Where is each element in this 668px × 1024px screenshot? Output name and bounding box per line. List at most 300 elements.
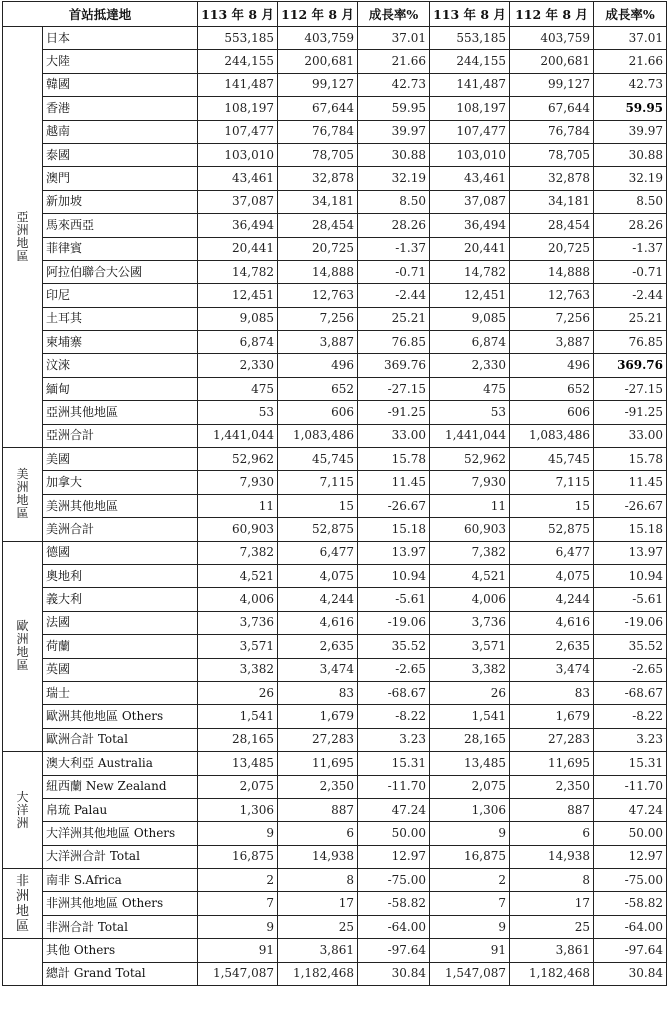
- value-112-aug: 1,083,486: [278, 424, 358, 447]
- table-row: [3, 681, 667, 704]
- table-row: [3, 424, 667, 447]
- value-112-aug-cumulative: 7,115: [510, 471, 594, 494]
- value-112-aug-cumulative: 1,083,486: [510, 424, 594, 447]
- value-113-aug: 3,736: [198, 611, 278, 634]
- growth-rate-cumulative: -8.22: [594, 705, 667, 728]
- value-112-aug-cumulative: 1,679: [510, 705, 594, 728]
- table-row: [3, 190, 667, 213]
- value-113-aug-cumulative: 107,477: [430, 120, 510, 143]
- growth-rate: -97.64: [358, 939, 430, 962]
- table-row: [3, 705, 667, 728]
- header-row: [3, 2, 667, 27]
- region-label: [3, 752, 43, 869]
- value-113-aug: 7,382: [198, 541, 278, 564]
- value-112-aug: 99,127: [278, 73, 358, 96]
- table-row: [3, 962, 667, 985]
- value-113-aug-cumulative: 553,185: [430, 27, 510, 50]
- value-112-aug-cumulative: 2,635: [510, 635, 594, 658]
- value-113-aug: 4,006: [198, 588, 278, 611]
- destination-cell: 其他 Others: [43, 939, 198, 962]
- value-112-aug-cumulative: 78,705: [510, 143, 594, 166]
- value-112-aug-cumulative: 11,695: [510, 752, 594, 775]
- growth-rate: 30.88: [358, 143, 430, 166]
- table-row: [3, 331, 667, 354]
- growth-rate-cumulative: 369.76: [594, 354, 667, 377]
- value-112-aug-cumulative: 34,181: [510, 190, 594, 213]
- value-113-aug-cumulative: 11: [430, 494, 510, 517]
- growth-rate: 28.26: [358, 214, 430, 237]
- destination-cell: 非洲其他地區 Others: [43, 892, 198, 915]
- growth-rate: 33.00: [358, 424, 430, 447]
- table-row: [3, 752, 667, 775]
- value-112-aug-cumulative: 496: [510, 354, 594, 377]
- value-112-aug-cumulative: 83: [510, 681, 594, 704]
- value-113-aug-cumulative: 7,382: [430, 541, 510, 564]
- header-growth-rate-cumulative: 成長率%: [594, 2, 667, 27]
- value-112-aug: 3,887: [278, 331, 358, 354]
- value-113-aug-cumulative: 7,930: [430, 471, 510, 494]
- destination-cell: 美洲合計: [43, 518, 198, 541]
- growth-rate-cumulative: 30.84: [594, 962, 667, 985]
- value-113-aug-cumulative: 1,541: [430, 705, 510, 728]
- value-113-aug-cumulative: 52,962: [430, 448, 510, 471]
- value-112-aug-cumulative: 28,454: [510, 214, 594, 237]
- value-113-aug-cumulative: 141,487: [430, 73, 510, 96]
- growth-rate: 15.31: [358, 752, 430, 775]
- value-112-aug-cumulative: 4,616: [510, 611, 594, 634]
- header-aug-113: 113 年 8 月: [198, 2, 278, 27]
- growth-rate: 15.78: [358, 448, 430, 471]
- table-row: [3, 284, 667, 307]
- destination-cell: 日本: [43, 27, 198, 50]
- value-112-aug-cumulative: 8: [510, 869, 594, 892]
- growth-rate: 25.21: [358, 307, 430, 330]
- value-113-aug-cumulative: 244,155: [430, 50, 510, 73]
- destination-cell: 大洋洲合計 Total: [43, 845, 198, 868]
- value-112-aug: 83: [278, 681, 358, 704]
- destination-cell: 奧地利: [43, 564, 198, 587]
- value-113-aug: 141,487: [198, 73, 278, 96]
- growth-rate-cumulative: 3.23: [594, 728, 667, 751]
- value-113-aug-cumulative: 43,461: [430, 167, 510, 190]
- value-113-aug: 4,521: [198, 564, 278, 587]
- table-row: [3, 845, 667, 868]
- value-113-aug-cumulative: 28,165: [430, 728, 510, 751]
- value-112-aug-cumulative: 25: [510, 915, 594, 938]
- table-row: [3, 541, 667, 564]
- growth-rate: -68.67: [358, 681, 430, 704]
- value-113-aug-cumulative: 4,521: [430, 564, 510, 587]
- growth-rate-cumulative: -58.82: [594, 892, 667, 915]
- growth-rate: 50.00: [358, 822, 430, 845]
- value-113-aug-cumulative: 16,875: [430, 845, 510, 868]
- table-row: [3, 354, 667, 377]
- table-row: [3, 798, 667, 821]
- destination-cell: 澳門: [43, 167, 198, 190]
- value-113-aug: 36,494: [198, 214, 278, 237]
- table-row: [3, 939, 667, 962]
- header-destination: 首站抵達地: [3, 2, 198, 27]
- growth-rate: 37.01: [358, 27, 430, 50]
- value-112-aug-cumulative: 2,350: [510, 775, 594, 798]
- table-row: [3, 120, 667, 143]
- value-112-aug-cumulative: 27,283: [510, 728, 594, 751]
- header-aug-112: 112 年 8 月: [278, 2, 358, 27]
- value-113-aug-cumulative: 103,010: [430, 143, 510, 166]
- table-body: [3, 27, 667, 986]
- table-row: [3, 775, 667, 798]
- value-113-aug-cumulative: 2,330: [430, 354, 510, 377]
- value-113-aug: 2,075: [198, 775, 278, 798]
- value-112-aug-cumulative: 99,127: [510, 73, 594, 96]
- growth-rate: -64.00: [358, 915, 430, 938]
- growth-rate: -1.37: [358, 237, 430, 260]
- growth-rate-cumulative: -91.25: [594, 401, 667, 424]
- destination-cell: 大陸: [43, 50, 198, 73]
- value-113-aug: 6,874: [198, 331, 278, 354]
- destination-cell: 法國: [43, 611, 198, 634]
- destination-cell: 緬甸: [43, 377, 198, 400]
- value-113-aug: 9,085: [198, 307, 278, 330]
- value-113-aug: 103,010: [198, 143, 278, 166]
- value-112-aug: 887: [278, 798, 358, 821]
- growth-rate-cumulative: 42.73: [594, 73, 667, 96]
- header-growth-rate: 成長率%: [358, 2, 430, 27]
- value-113-aug: 20,441: [198, 237, 278, 260]
- table-row: [3, 564, 667, 587]
- destination-cell: 義大利: [43, 588, 198, 611]
- table-row: [3, 73, 667, 96]
- region-name: 歐洲地區: [16, 619, 29, 673]
- table-row: [3, 728, 667, 751]
- value-112-aug: 8: [278, 869, 358, 892]
- value-112-aug-cumulative: 3,861: [510, 939, 594, 962]
- value-113-aug: 107,477: [198, 120, 278, 143]
- destination-cell: 荷蘭: [43, 635, 198, 658]
- growth-rate-cumulative: -0.71: [594, 260, 667, 283]
- value-112-aug: 2,635: [278, 635, 358, 658]
- destination-cell: 加拿大: [43, 471, 198, 494]
- value-112-aug: 34,181: [278, 190, 358, 213]
- growth-rate-cumulative: 33.00: [594, 424, 667, 447]
- destination-cell: 菲律賓: [43, 237, 198, 260]
- table-row: [3, 892, 667, 915]
- value-112-aug-cumulative: 67,644: [510, 97, 594, 120]
- table-row: [3, 869, 667, 892]
- value-113-aug-cumulative: 1,547,087: [430, 962, 510, 985]
- destination-cell: 柬埔寨: [43, 331, 198, 354]
- value-113-aug: 91: [198, 939, 278, 962]
- growth-rate: 42.73: [358, 73, 430, 96]
- value-112-aug: 32,878: [278, 167, 358, 190]
- value-112-aug: 200,681: [278, 50, 358, 73]
- value-112-aug: 6: [278, 822, 358, 845]
- destination-cell: 歐洲其他地區 Others: [43, 705, 198, 728]
- table-row: [3, 611, 667, 634]
- value-112-aug: 25: [278, 915, 358, 938]
- destination-cell: 帛琉 Palau: [43, 798, 198, 821]
- region-name: 大洋洲: [16, 789, 29, 830]
- value-113-aug-cumulative: 36,494: [430, 214, 510, 237]
- growth-rate-cumulative: 59.95: [594, 97, 667, 120]
- region-label: [3, 939, 43, 986]
- value-113-aug-cumulative: 9,085: [430, 307, 510, 330]
- table-row: [3, 143, 667, 166]
- value-112-aug-cumulative: 6: [510, 822, 594, 845]
- destination-cell: 德國: [43, 541, 198, 564]
- value-113-aug-cumulative: 2,075: [430, 775, 510, 798]
- value-112-aug-cumulative: 606: [510, 401, 594, 424]
- region-name: 美洲地區: [16, 467, 29, 521]
- growth-rate-cumulative: -19.06: [594, 611, 667, 634]
- growth-rate: -27.15: [358, 377, 430, 400]
- table-row: [3, 401, 667, 424]
- growth-rate: 32.19: [358, 167, 430, 190]
- growth-rate-cumulative: -1.37: [594, 237, 667, 260]
- value-113-aug: 28,165: [198, 728, 278, 751]
- value-112-aug: 76,784: [278, 120, 358, 143]
- growth-rate: -2.44: [358, 284, 430, 307]
- destination-cell: 紐西蘭 New Zealand: [43, 775, 198, 798]
- growth-rate: 3.23: [358, 728, 430, 751]
- value-113-aug: 52,962: [198, 448, 278, 471]
- value-113-aug-cumulative: 3,382: [430, 658, 510, 681]
- table-row: [3, 214, 667, 237]
- value-112-aug: 12,763: [278, 284, 358, 307]
- value-112-aug-cumulative: 14,938: [510, 845, 594, 868]
- destination-cell: 美國: [43, 448, 198, 471]
- destination-cell: 亞洲其他地區: [43, 401, 198, 424]
- value-112-aug-cumulative: 20,725: [510, 237, 594, 260]
- value-113-aug: 1,306: [198, 798, 278, 821]
- destination-cell: 英國: [43, 658, 198, 681]
- growth-rate: -8.22: [358, 705, 430, 728]
- value-112-aug-cumulative: 887: [510, 798, 594, 821]
- value-112-aug: 52,875: [278, 518, 358, 541]
- value-113-aug: 53: [198, 401, 278, 424]
- value-112-aug: 15: [278, 494, 358, 517]
- value-113-aug: 3,382: [198, 658, 278, 681]
- growth-rate: -11.70: [358, 775, 430, 798]
- destination-cell: 汶淶: [43, 354, 198, 377]
- value-113-aug: 1,547,087: [198, 962, 278, 985]
- growth-rate-cumulative: 35.52: [594, 635, 667, 658]
- growth-rate-cumulative: 10.94: [594, 564, 667, 587]
- value-112-aug: 20,725: [278, 237, 358, 260]
- value-113-aug: 26: [198, 681, 278, 704]
- growth-rate: -91.25: [358, 401, 430, 424]
- growth-rate: -19.06: [358, 611, 430, 634]
- value-113-aug-cumulative: 26: [430, 681, 510, 704]
- value-113-aug: 12,451: [198, 284, 278, 307]
- value-113-aug: 108,197: [198, 97, 278, 120]
- growth-rate: -58.82: [358, 892, 430, 915]
- growth-rate-cumulative: 13.97: [594, 541, 667, 564]
- table-row: [3, 260, 667, 283]
- value-112-aug: 45,745: [278, 448, 358, 471]
- value-113-aug-cumulative: 9: [430, 915, 510, 938]
- destination-cell: 越南: [43, 120, 198, 143]
- table-row: [3, 658, 667, 681]
- value-112-aug: 28,454: [278, 214, 358, 237]
- value-112-aug: 11,695: [278, 752, 358, 775]
- destination-cell: 馬來西亞: [43, 214, 198, 237]
- table-row: [3, 377, 667, 400]
- value-113-aug-cumulative: 14,782: [430, 260, 510, 283]
- value-112-aug-cumulative: 45,745: [510, 448, 594, 471]
- value-113-aug: 9: [198, 915, 278, 938]
- value-113-aug: 475: [198, 377, 278, 400]
- destination-cell: 瑞士: [43, 681, 198, 704]
- growth-rate-cumulative: -75.00: [594, 869, 667, 892]
- value-112-aug: 27,283: [278, 728, 358, 751]
- growth-rate-cumulative: 32.19: [594, 167, 667, 190]
- value-113-aug-cumulative: 2: [430, 869, 510, 892]
- value-113-aug-cumulative: 4,006: [430, 588, 510, 611]
- destination-cell: 歐洲合計 Total: [43, 728, 198, 751]
- growth-rate: -26.67: [358, 494, 430, 517]
- value-112-aug: 2,350: [278, 775, 358, 798]
- value-113-aug: 3,571: [198, 635, 278, 658]
- table-row: [3, 307, 667, 330]
- value-113-aug-cumulative: 53: [430, 401, 510, 424]
- value-112-aug: 17: [278, 892, 358, 915]
- growth-rate: 369.76: [358, 354, 430, 377]
- value-112-aug-cumulative: 14,888: [510, 260, 594, 283]
- growth-rate-cumulative: -64.00: [594, 915, 667, 938]
- value-113-aug-cumulative: 9: [430, 822, 510, 845]
- value-112-aug: 3,474: [278, 658, 358, 681]
- value-112-aug: 3,861: [278, 939, 358, 962]
- value-113-aug: 11: [198, 494, 278, 517]
- value-112-aug: 403,759: [278, 27, 358, 50]
- departure-statistics-table: [2, 1, 667, 986]
- growth-rate-cumulative: 15.78: [594, 448, 667, 471]
- value-112-aug-cumulative: 52,875: [510, 518, 594, 541]
- region-label: [3, 448, 43, 542]
- value-112-aug: 67,644: [278, 97, 358, 120]
- destination-cell: 南非 S.Africa: [43, 869, 198, 892]
- growth-rate: -2.65: [358, 658, 430, 681]
- table-row: [3, 518, 667, 541]
- growth-rate: 59.95: [358, 97, 430, 120]
- value-113-aug: 9: [198, 822, 278, 845]
- growth-rate: 13.97: [358, 541, 430, 564]
- value-112-aug: 7,256: [278, 307, 358, 330]
- growth-rate-cumulative: 28.26: [594, 214, 667, 237]
- value-112-aug-cumulative: 4,075: [510, 564, 594, 587]
- value-113-aug: 60,903: [198, 518, 278, 541]
- value-113-aug-cumulative: 13,485: [430, 752, 510, 775]
- value-113-aug: 2,330: [198, 354, 278, 377]
- growth-rate-cumulative: 15.31: [594, 752, 667, 775]
- destination-cell: 印尼: [43, 284, 198, 307]
- growth-rate-cumulative: 15.18: [594, 518, 667, 541]
- growth-rate-cumulative: -11.70: [594, 775, 667, 798]
- value-112-aug-cumulative: 3,887: [510, 331, 594, 354]
- table-row: [3, 237, 667, 260]
- destination-cell: 總計 Grand Total: [43, 962, 198, 985]
- growth-rate: 21.66: [358, 50, 430, 73]
- value-112-aug: 652: [278, 377, 358, 400]
- header-aug-112-cumulative: 112 年 8 月: [510, 2, 594, 27]
- value-113-aug-cumulative: 91: [430, 939, 510, 962]
- growth-rate-cumulative: 37.01: [594, 27, 667, 50]
- table-row: [3, 822, 667, 845]
- growth-rate: -5.61: [358, 588, 430, 611]
- value-112-aug: 1,679: [278, 705, 358, 728]
- value-113-aug-cumulative: 37,087: [430, 190, 510, 213]
- value-113-aug-cumulative: 475: [430, 377, 510, 400]
- value-113-aug-cumulative: 1,441,044: [430, 424, 510, 447]
- destination-cell: 土耳其: [43, 307, 198, 330]
- table-row: [3, 915, 667, 938]
- value-113-aug: 2: [198, 869, 278, 892]
- value-113-aug-cumulative: 60,903: [430, 518, 510, 541]
- value-113-aug: 13,485: [198, 752, 278, 775]
- value-113-aug: 7: [198, 892, 278, 915]
- value-112-aug: 496: [278, 354, 358, 377]
- table-row: [3, 27, 667, 50]
- growth-rate-cumulative: 76.85: [594, 331, 667, 354]
- destination-cell: 非洲合計 Total: [43, 915, 198, 938]
- value-112-aug-cumulative: 1,182,468: [510, 962, 594, 985]
- value-112-aug-cumulative: 3,474: [510, 658, 594, 681]
- value-112-aug-cumulative: 652: [510, 377, 594, 400]
- growth-rate: 10.94: [358, 564, 430, 587]
- value-113-aug: 1,541: [198, 705, 278, 728]
- value-113-aug: 244,155: [198, 50, 278, 73]
- value-113-aug: 553,185: [198, 27, 278, 50]
- table-row: [3, 494, 667, 517]
- growth-rate: 11.45: [358, 471, 430, 494]
- value-112-aug-cumulative: 6,477: [510, 541, 594, 564]
- value-112-aug: 1,182,468: [278, 962, 358, 985]
- value-112-aug: 6,477: [278, 541, 358, 564]
- value-113-aug-cumulative: 3,571: [430, 635, 510, 658]
- growth-rate-cumulative: 50.00: [594, 822, 667, 845]
- value-113-aug-cumulative: 7: [430, 892, 510, 915]
- value-112-aug: 4,616: [278, 611, 358, 634]
- growth-rate-cumulative: 25.21: [594, 307, 667, 330]
- growth-rate: 76.85: [358, 331, 430, 354]
- growth-rate-cumulative: 39.97: [594, 120, 667, 143]
- value-113-aug-cumulative: 1,306: [430, 798, 510, 821]
- region-label: [3, 27, 43, 448]
- destination-cell: 韓國: [43, 73, 198, 96]
- growth-rate-cumulative: -5.61: [594, 588, 667, 611]
- value-112-aug-cumulative: 7,256: [510, 307, 594, 330]
- growth-rate-cumulative: -2.44: [594, 284, 667, 307]
- destination-cell: 阿拉伯聯合大公國: [43, 260, 198, 283]
- growth-rate-cumulative: 8.50: [594, 190, 667, 213]
- value-112-aug-cumulative: 17: [510, 892, 594, 915]
- value-112-aug: 606: [278, 401, 358, 424]
- destination-cell: 香港: [43, 97, 198, 120]
- value-113-aug-cumulative: 108,197: [430, 97, 510, 120]
- value-112-aug-cumulative: 15: [510, 494, 594, 517]
- growth-rate-cumulative: 12.97: [594, 845, 667, 868]
- growth-rate: 47.24: [358, 798, 430, 821]
- growth-rate-cumulative: 11.45: [594, 471, 667, 494]
- value-112-aug-cumulative: 4,244: [510, 588, 594, 611]
- destination-cell: 新加坡: [43, 190, 198, 213]
- growth-rate: 12.97: [358, 845, 430, 868]
- growth-rate-cumulative: 21.66: [594, 50, 667, 73]
- value-113-aug-cumulative: 6,874: [430, 331, 510, 354]
- growth-rate: 15.18: [358, 518, 430, 541]
- growth-rate-cumulative: 30.88: [594, 143, 667, 166]
